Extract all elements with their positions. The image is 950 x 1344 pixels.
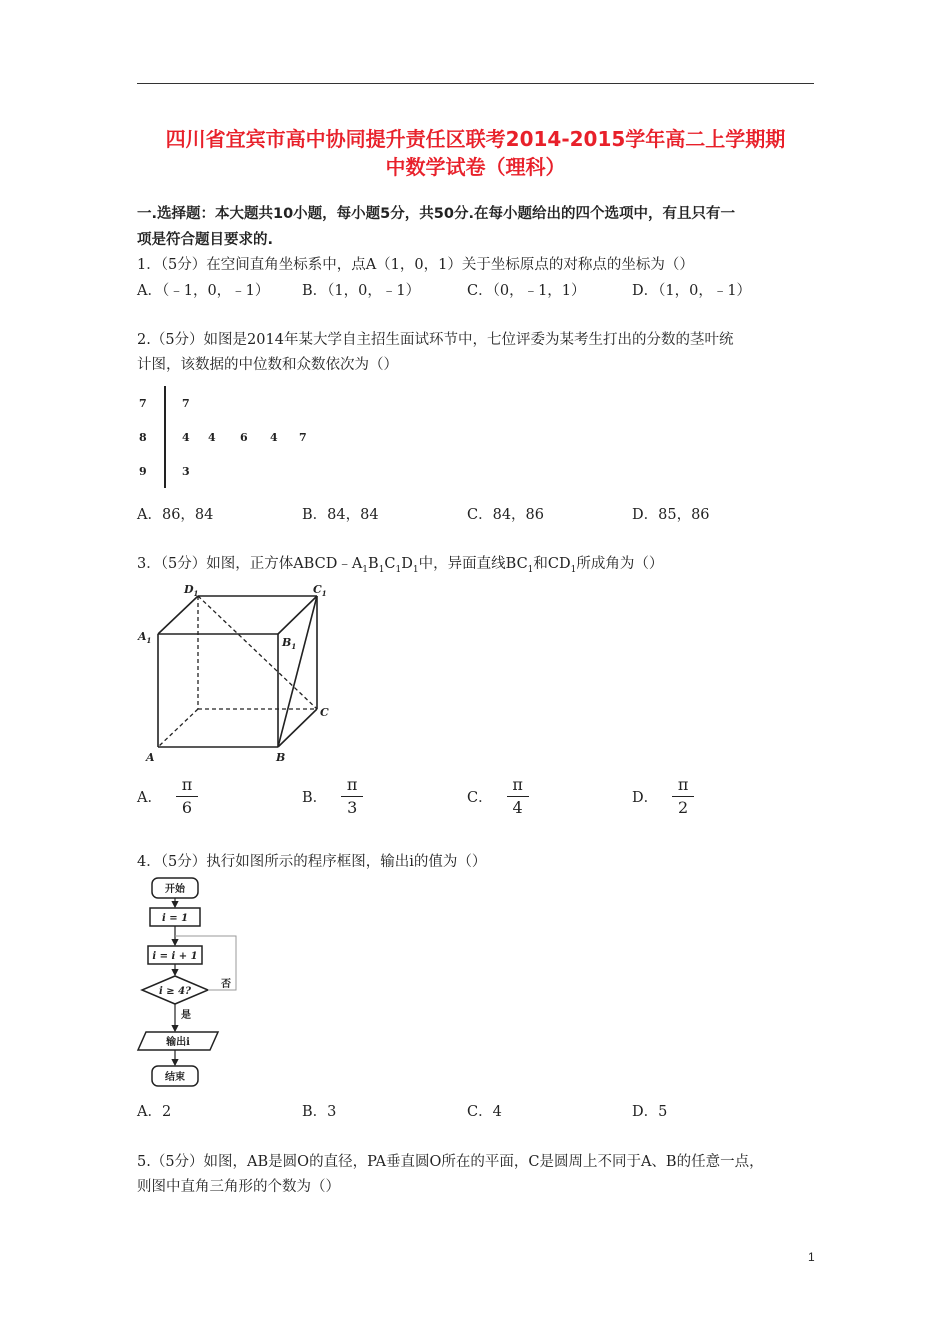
q2-option-c: C．84，86 (467, 507, 544, 523)
q3-option-a: A． $\frac{\pi}{6}$ (137, 775, 198, 818)
q1-option-c: C．（0，﹣1，1） (467, 283, 586, 299)
stem-7: 7 (139, 397, 147, 410)
q1-option-a: A．（﹣1，0，﹣1） (137, 283, 270, 299)
flow-step-label: i = i + 1 (152, 951, 198, 962)
label-a: A (146, 751, 155, 764)
paper-title-line1: 四川省宜宾市高中协同提升责任区联考2014-2015学年高二上学期期 (165, 127, 786, 151)
q3-option-c: C． $\frac{\pi}{4}$ (467, 775, 529, 818)
label-b: B (276, 751, 286, 764)
flow-cond-label: i ≥ 4? (159, 986, 191, 997)
q2-option-b: B．84，84 (302, 507, 379, 523)
flow-output-label: 输出i (166, 1037, 190, 1048)
leaf: 4 (208, 431, 216, 444)
leaf: 7 (182, 397, 190, 410)
q3-option-d: D． $\frac{\pi}{2}$ (632, 775, 694, 818)
leaf: 6 (240, 431, 248, 444)
flow-init-label: i = 1 (161, 913, 189, 924)
q1-option-d: D．（1，0，﹣1） (632, 283, 752, 299)
question-5-line1: 5.（5分）如图，AB是圆O的直径，PA垂直圆O所在的平面，C是圆周上不同于A、B的任意一点， (137, 1154, 764, 1170)
stem-9: 9 (139, 465, 147, 478)
question-4-text: 4．（5分）执行如图所示的程序框图，输出i的值为（） (137, 854, 487, 870)
q4-option-d: D．5 (632, 1104, 668, 1120)
label-c1: $C_1$ (313, 583, 327, 598)
stem-leaf-divider (164, 386, 166, 488)
flow-no-label: 否 (221, 979, 231, 990)
stem-8: 8 (139, 431, 147, 444)
flow-yes-label: 是 (181, 1010, 191, 1021)
page-number: 1 (808, 1250, 815, 1264)
label-b1: $B_1$ (282, 636, 297, 651)
label-d1: $D_1$ (184, 583, 199, 598)
flow-start-label: 开始 (165, 884, 185, 895)
question-1-text: 1．（5分）在空间直角坐标系中，点A（1，0，1）关于坐标原点的对称点的坐标为（） (137, 257, 694, 273)
flowchart (134, 874, 246, 1094)
q3-option-b: B． $\frac{\pi}{3}$ (302, 775, 363, 818)
leaf: 4 (270, 431, 278, 444)
q4-option-c: C．4 (467, 1104, 502, 1120)
leaf: 3 (182, 465, 190, 478)
section-heading-line1: 一.选择题：本大题共10小题，每小题5分，共50分.在每小题给出的四个选项中，有且只有一 (137, 206, 735, 222)
section-heading-line2: 项是符合题目要求的. (137, 232, 274, 248)
leaf: 4 (182, 431, 190, 444)
question-3-text: 3．（5分）如图，正方体$ABCD﹣A_1B_1C_1D_1$中，异面直线$BC_1$和$CD_1$所成角为（） (137, 556, 664, 575)
question-2-line2: 计图，该数据的中位数和众数依次为（） (137, 357, 398, 373)
q4-option-a: A．2 (137, 1104, 172, 1120)
q1-option-b: B．（1，0，﹣1） (302, 283, 421, 299)
question-2-line1: 2.（5分）如图是2014年某大学自主招生面试环节中，七位评委为某考生打出的分数的茎叶统 (137, 332, 734, 348)
q2-option-a: A．86，84 (137, 507, 214, 523)
leaf: 7 (299, 431, 307, 444)
paper-title-line2: 中数学试卷（理科） (385, 155, 566, 179)
cube-diagram (132, 582, 342, 766)
label-a1: $A_1$ (138, 630, 152, 645)
label-c: C (320, 706, 329, 719)
q2-option-d: D．85，86 (632, 507, 710, 523)
flow-end-label: 结束 (165, 1072, 185, 1083)
q4-option-b: B．3 (302, 1104, 337, 1120)
header-rule (137, 83, 814, 84)
question-5-line2: 则图中直角三角形的个数为（） (137, 1179, 340, 1195)
